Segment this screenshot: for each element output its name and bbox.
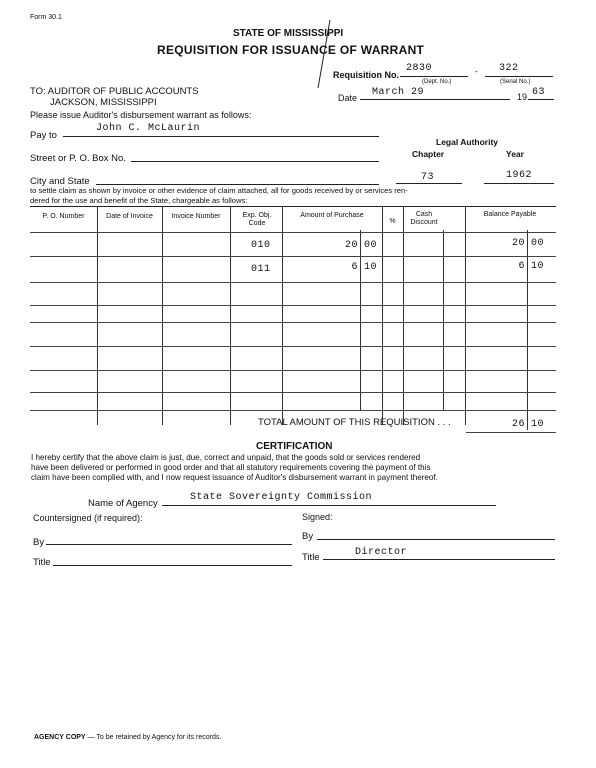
header-amount: Amount of Purchase: [300, 212, 364, 219]
year-prefix: 19: [517, 92, 528, 102]
form-number: Form 30.1: [30, 14, 62, 21]
certification-heading: CERTIFICATION: [256, 441, 333, 452]
title-line-left: [53, 565, 292, 566]
year-value: 63: [532, 87, 546, 98]
cents-sep: [527, 230, 528, 430]
certification-line-3: claim have been complied with, and I now request issuance of Auditor's disbursement warrant in payment thereof.: [31, 473, 438, 482]
legal-year-line: [484, 183, 554, 184]
row-balance-cents: 10: [531, 261, 545, 272]
certification-line-1: I hereby certify that the above claim is just, due, correct and unpaid, that the goods sold or services rendered: [31, 453, 421, 462]
dept-number-line: [400, 76, 468, 77]
row-amount-dollars: 20: [344, 240, 358, 251]
row-code: 011: [251, 264, 271, 275]
countersigned-label: Countersigned (if required):: [33, 513, 143, 523]
row-line: [30, 256, 556, 257]
row-balance-dollars: 20: [511, 238, 525, 249]
date-label: Date: [338, 93, 358, 103]
agency-label: Name of Agency: [88, 498, 158, 509]
row-balance-dollars: 6: [518, 261, 525, 272]
footer: [34, 734, 221, 741]
row-amount-dollars: 6: [351, 262, 358, 273]
pay-to-line: [63, 136, 379, 137]
state-heading: STATE OF MISSISSIPPI: [233, 28, 344, 39]
header-balance: Balance Payable: [483, 211, 537, 218]
agency-line: [162, 505, 496, 506]
row-line: [30, 410, 556, 411]
row-amount-cents: 10: [364, 262, 378, 273]
total-underline: [466, 432, 556, 433]
total-cents: 10: [531, 419, 545, 430]
dept-caption: (Dept. No.): [422, 79, 452, 85]
total-dollars: 26: [511, 419, 525, 430]
serial-number: 322: [499, 63, 519, 74]
copy-label: AGENCY COPY: [34, 734, 86, 741]
legal-year-value: 1962: [506, 170, 533, 181]
title-label-left: Title: [33, 557, 51, 568]
city-label: City and State: [30, 176, 90, 187]
street-label: Street or P. O. Box No.: [30, 153, 126, 164]
row-line: [30, 370, 556, 371]
settle-text-line-2: dered for the use and benefit of the State, chargeable as follows:: [30, 196, 248, 205]
chapter-value: 73: [421, 172, 435, 183]
copy-text: — To be retained by Agency for its records.: [87, 734, 222, 741]
serial-number-line: [485, 76, 553, 77]
row-line: [30, 346, 556, 347]
by-line-right: [317, 539, 555, 540]
title-label-right: Title: [302, 552, 320, 563]
city-line: [96, 184, 379, 185]
agency-value: State Sovereignty Commission: [190, 492, 373, 503]
header-po: P. O. Number: [42, 213, 85, 220]
header-percent: %: [389, 218, 396, 225]
requisition-label: Requisition No.: [333, 70, 399, 80]
year-label: Year: [506, 149, 524, 159]
by-label-left: By: [33, 537, 45, 548]
to-line-1: TO: AUDITOR OF PUBLIC ACCOUNTS: [30, 86, 199, 97]
requisition-dash: -: [475, 66, 478, 76]
by-line-left: [46, 544, 292, 545]
date-value: March 29: [372, 87, 425, 98]
pen-mark-icon: [300, 18, 340, 93]
instruction-text: Please issue Auditor's disbursement warrant as follows:: [30, 110, 252, 120]
certification-line-2: have been delivered or performed in good order and that all statutory requirements covering the payment of this: [31, 463, 431, 472]
dept-number: 2830: [406, 63, 433, 74]
page-title: REQUISITION FOR ISSUANCE OF WARRANT: [157, 43, 425, 57]
chapter-label: Chapter: [412, 149, 445, 159]
table-top-border: [30, 206, 556, 207]
pay-to-value: John C. McLaurin: [96, 123, 201, 134]
row-code: 010: [251, 240, 271, 251]
row-line: [30, 322, 556, 323]
chapter-line: [396, 183, 462, 184]
row-amount-cents: 00: [364, 240, 378, 251]
by-label-right: By: [302, 531, 314, 542]
pay-to-label: Pay to: [30, 130, 57, 141]
title-value-right: Director: [355, 547, 408, 558]
row-balance-cents: 00: [531, 238, 545, 249]
header-date-invoice: Date of Invoice: [106, 213, 153, 220]
header-exp-obj: Exp. Obj. Code: [242, 212, 272, 227]
signed-label: Signed:: [302, 512, 333, 522]
date-line: [360, 99, 510, 100]
settle-text-line-1: to settle claim as shown by invoice or other evidence of claim attached, all for goods received by or services ren-: [30, 186, 408, 195]
year-line: [528, 99, 554, 100]
row-line: [30, 305, 556, 306]
cents-sep: [443, 230, 444, 410]
row-line: [30, 392, 556, 393]
header-cash-discount: Cash Discount: [410, 211, 438, 226]
serial-caption: (Serial No.): [500, 79, 531, 85]
legal-authority-heading: Legal Authority: [436, 137, 499, 147]
title-line-right: [323, 559, 555, 560]
row-line: [30, 232, 556, 233]
street-line: [131, 161, 379, 162]
total-label: TOTAL AMOUNT OF THIS REQUISITION . . .: [258, 417, 451, 428]
cents-sep: [360, 230, 361, 410]
header-invoice: Invoice Number: [171, 213, 221, 220]
row-line: [30, 282, 556, 283]
to-line-2: JACKSON, MISSISSIPPI: [50, 97, 157, 108]
